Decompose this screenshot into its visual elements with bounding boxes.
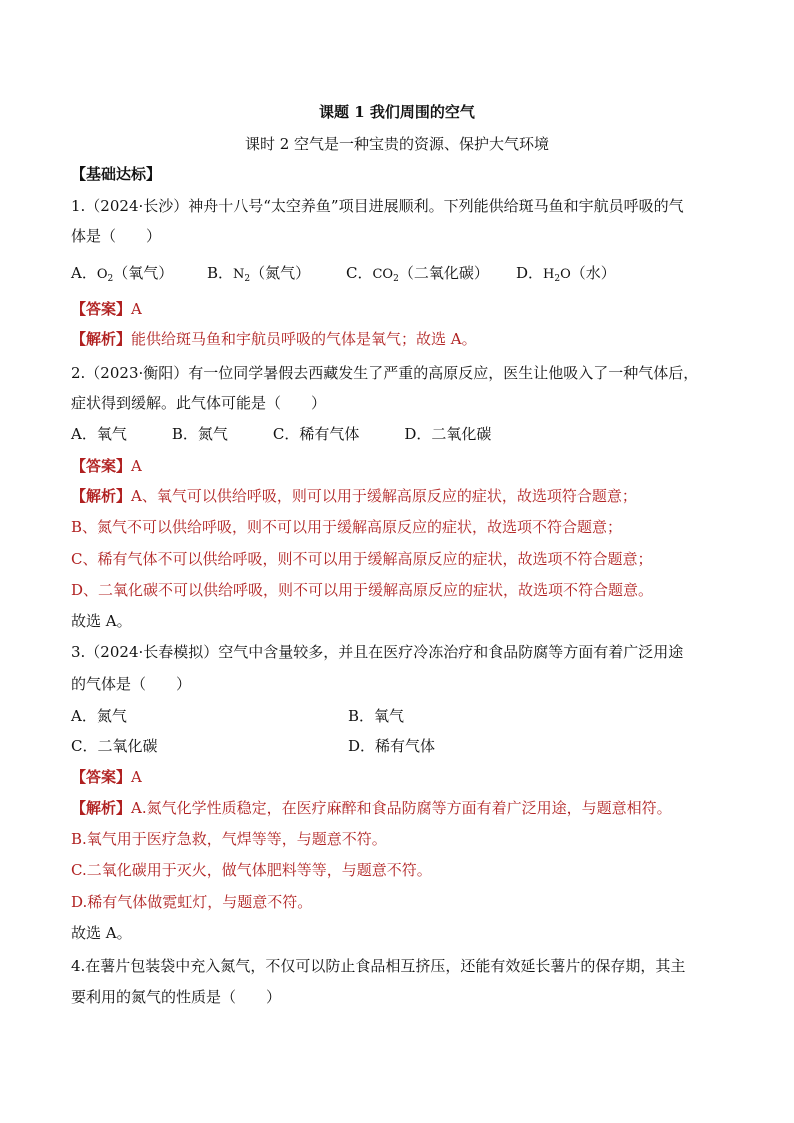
lesson-title: 课题 1 我们周围的空气 xyxy=(319,103,475,121)
question-1-answer: 【答案】A xyxy=(71,300,142,318)
question-2-stem-line-2: 症状得到缓解。此气体可能是（ ） xyxy=(71,394,327,412)
question-4-stem-line-2: 要利用的氮气的性质是（ ） xyxy=(71,988,282,1006)
question-3-option-d: D．稀有气体 xyxy=(348,737,436,755)
question-2-answer: 【答案】A xyxy=(71,457,142,475)
question-3-stem-line-1: 3.（2024·长春模拟）空气中含量较多，并且在医疗冷冻治疗和食品防腐等方面有着广泛用途 xyxy=(71,643,684,661)
question-4-stem-line-1: 4.在薯片包装袋中充入氮气，不仅可以防止食品相互挤压，还能有效延长薯片的保存期，其主 xyxy=(71,957,686,975)
question-1-options xyxy=(71,262,751,290)
question-2-stem-line-1: 2.（2023·衡阳）有一位同学暑假去西藏发生了严重的高原反应，医生让他吸入了一种气体后， xyxy=(71,364,699,382)
question-1-option-d: D．$H_2O$（水） xyxy=(516,264,616,284)
question-3-option-b: B．氧气 xyxy=(348,707,405,725)
question-3-analysis-line-2: B.氧气用于医疗急救，气焊等等，与题意不符。 xyxy=(71,830,387,848)
section-heading: 【基础达标】 xyxy=(71,165,162,183)
question-3-stem-line-2: 的气体是（ ） xyxy=(71,675,192,693)
question-3-conclusion: 故选 A。 xyxy=(71,924,132,942)
question-2-analysis-line-3: C、稀有气体不可以供给呼吸，则不可以用于缓解高原反应的症状，故选项不符合题意； xyxy=(71,550,653,568)
question-2-analysis-line-4: D、二氧化碳不可以供给呼吸，则不可以用于缓解高原反应的症状，故选项不符合题意。 xyxy=(71,581,654,599)
question-1-option-c: C．$CO_2$（二氧化碳） xyxy=(346,264,489,284)
question-3-analysis-line-1: 【解析】A.氮气化学性质稳定，在医疗麻醉和食品防腐等方面有着广泛用途，与题意相符。 xyxy=(71,799,672,817)
question-1-stem-line-1: 1.（2024·长沙）神舟十八号“太空养鱼”项目进展顺利。下列能供给斑马鱼和宇航员呼吸的气 xyxy=(71,197,684,215)
question-3-analysis-line-4: D.稀有气体做霓虹灯，与题意不符。 xyxy=(71,893,313,911)
question-2-analysis-line-1: 【解析】A、氧气可以供给呼吸，则可以用于缓解高原反应的症状，故选项符合题意； xyxy=(71,487,637,505)
question-1-option-a: A．$O_2$（氧气） xyxy=(71,264,174,284)
question-2-conclusion: 故选 A。 xyxy=(71,612,132,630)
question-3-option-a: A．氮气 xyxy=(71,707,127,725)
lesson-subtitle: 课时 2 空气是一种宝贵的资源、保护大气环境 xyxy=(244,135,550,153)
question-3-answer: 【答案】A xyxy=(71,768,142,786)
question-3-options-row-1 xyxy=(71,705,751,727)
question-1-option-b: B．$N_2$（氮气） xyxy=(207,264,311,284)
question-1-analysis: 【解析】能供给斑马鱼和宇航员呼吸的气体是氧气；故选 A。 xyxy=(71,330,477,348)
question-3-analysis-line-3: C.二氧化碳用于灭火，做气体肥料等等，与题意不符。 xyxy=(71,861,432,879)
question-2-options: A．氧气 B．氮气 C．稀有气体 D．二氧化碳 xyxy=(71,425,492,443)
question-1-stem-line-2: 体是（ ） xyxy=(71,227,162,245)
question-3-option-c: C．二氧化碳 xyxy=(71,737,158,755)
question-2-analysis-line-2: B、氮气不可以供给呼吸，则不可以用于缓解高原反应的症状，故选项不符合题意； xyxy=(71,518,623,536)
question-3-options-row-2 xyxy=(71,735,751,757)
